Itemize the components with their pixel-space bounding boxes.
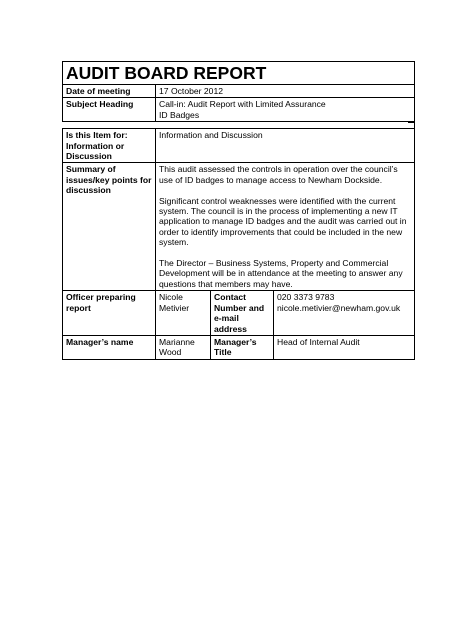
summary-paragraph-1: This audit assessed the controls in operation over the council’s use of ID badges to manage access to Newham Dockside. [159, 164, 398, 185]
manager-name: Marianne Wood [156, 335, 211, 359]
subject-label: Subject Heading [63, 98, 156, 122]
report-header-table [62, 61, 415, 122]
date-value: 17 October 2012 [156, 85, 415, 98]
contact-label: Contact Number and e-mail address [211, 291, 274, 336]
officer-name: Nicole Metivier [156, 291, 211, 336]
manager-name-label: Manager’s name [63, 335, 156, 359]
item-for-value: Information and Discussion [156, 129, 415, 163]
subject-line-2: ID Badges [159, 109, 200, 120]
contact-details [274, 291, 415, 336]
summary-paragraph-3: The Director – Business Systems, Property and Commercial Development will be in attendance at the meeting to answer any questions that members may have. [159, 258, 403, 289]
report-title: AUDIT BOARD REPORT [63, 62, 415, 85]
summary-value [156, 163, 415, 291]
report-body-table [62, 128, 415, 360]
subject-line-1: Call-in: Audit Report with Limited Assurance [159, 99, 326, 110]
manager-title-label: Manager’s Title [211, 335, 274, 359]
summary-paragraph-2: Significant control weaknesses were identified with the current system. The council is in the process of implementing a new IT application to manage ID badges and the audit was carried out in order to identify improvements that could be included in the new system. [159, 195, 407, 248]
subject-value [156, 98, 415, 122]
contact-email: nicole.metivier@newham.gov.uk [277, 302, 401, 313]
date-label: Date of meeting [63, 85, 156, 98]
summary-label: Summary of issues/key points for discussion [63, 163, 156, 291]
item-for-label: Is this Item for: Information or Discussion [63, 129, 156, 163]
manager-title-value: Head of Internal Audit [274, 335, 415, 359]
contact-phone: 020 3373 9783 [277, 292, 335, 303]
audit-report-document [62, 61, 414, 360]
officer-label: Officer preparing report [63, 291, 156, 336]
